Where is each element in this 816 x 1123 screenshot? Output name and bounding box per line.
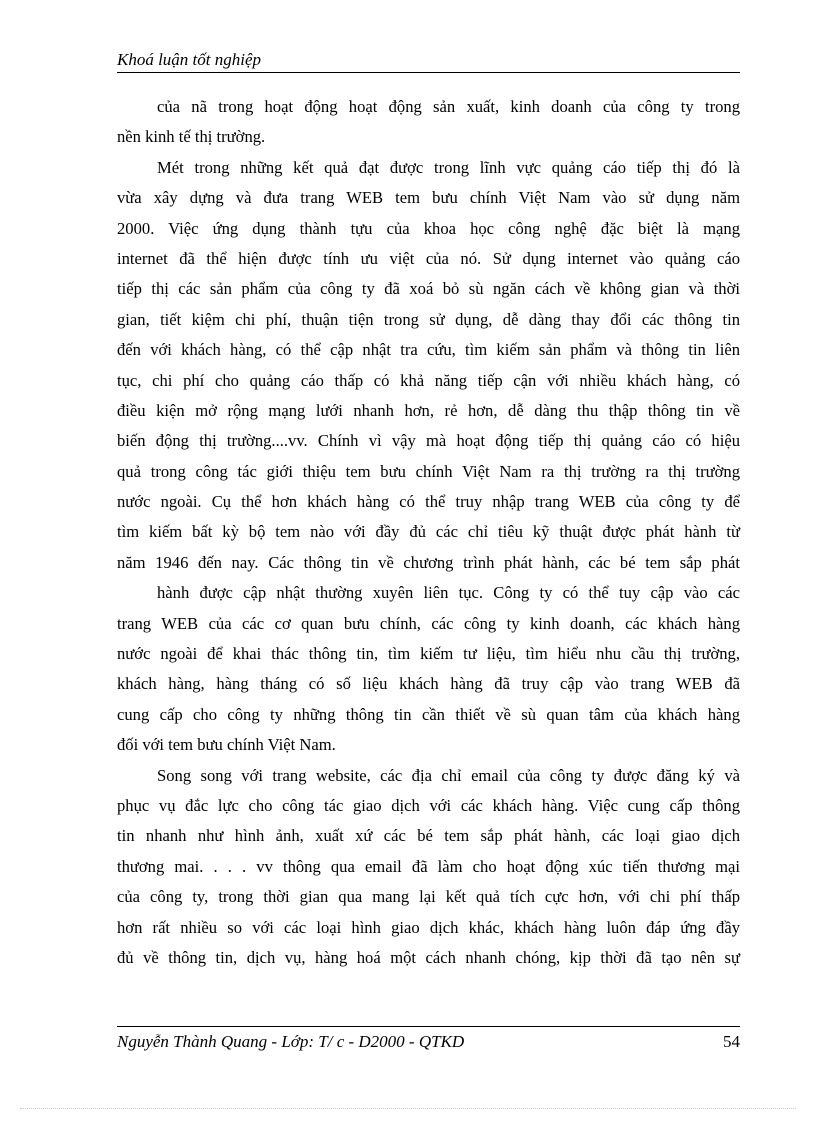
text-line: của nã trong hoạt động hoạt động sản xuất, kinh doanh của công ty trong: [157, 97, 740, 116]
header-title: Khoá luận tốt nghiệp: [117, 50, 262, 69]
document-body: [117, 92, 740, 973]
text-line: đến với khách hàng, có thể cập nhật tra cứu, tìm kiếm sản phẩm và thông tin liên: [117, 340, 740, 360]
text-line: 2000. Việc ứng dụng thành tựu của khoa học công nghệ đặc biệt là mạng: [117, 218, 740, 238]
text-line: năm 1946 đến nay. Các thông tin về chương trình phát hành, các bé tem sắp phát: [117, 552, 740, 572]
text-line: vừa xây dựng và đưa trang WEB tem bưu chính Việt Nam vào sử dụng năm: [117, 188, 740, 208]
text-line: biến động thị trường....vv. Chính vì vậy mà hoạt động tiếp thị quảng cáo có hiệu: [117, 431, 740, 451]
text-line: phục vụ đắc lực cho công tác giao dịch với các khách hàng. Việc cung cấp thông: [117, 795, 740, 815]
page-number: 54: [723, 1032, 740, 1051]
text-line: đủ về thông tin, dịch vụ, hàng hoá một cách nhanh chóng, kịp thời đã tạo nên sự: [117, 947, 740, 967]
text-line: trang WEB của các cơ quan bưu chính, các công ty kinh doanh, các khách hàng: [117, 613, 740, 633]
text-line: đối với tem bưu chính Việt Nam.: [117, 735, 336, 755]
text-line: quả trong công tác giới thiệu tem bưu chính Việt Nam ra thị trường ra thị trường: [117, 461, 740, 481]
text-line: tiếp thị các sản phẩm của công ty đã xoá bỏ sù ngăn cách về không gian và thời: [117, 279, 740, 299]
text-line: hành được cập nhật thường xuyên liên tục. Công ty có thể tuy cập vào các: [157, 583, 740, 603]
text-line: hơn rất nhiều so với các loại hình giao dịch khác, khách hàng luôn đáp ứng đầy: [117, 917, 740, 937]
text-line: tìm kiếm bất kỳ bộ tem nào với đầy đủ các chỉ tiêu kỹ thuật được phát hành từ: [117, 522, 740, 542]
text-line: tục, chi phí cho quảng cáo thấp có khả năng tiếp cận với nhiều khách hàng, có: [117, 370, 740, 390]
text-line: Mét trong những kết quả đạt được trong lĩnh vực quảng cáo tiếp thị đó là: [157, 157, 740, 177]
text-line: nền kinh tế thị trường.: [117, 127, 266, 147]
text-line: tin nhanh như hình ảnh, xuất xứ các bé tem sắp phát hành, các loại giao dịch: [117, 826, 740, 846]
text-line: cung cấp cho công ty những thông tin cần thiết về sù quan tâm của khách hàng: [117, 704, 740, 724]
page-footer: [117, 1026, 740, 1053]
text-line: nước ngoài để khai thác thông tin, tìm kiếm tư liệu, tìm hiểu nhu cầu thị trường,: [117, 644, 740, 664]
text-line: gian, tiết kiệm chi phí, thuận tiện trong sử dụng, dễ dàng thay đổi các thông tin: [117, 309, 740, 329]
text-line: khách hàng, hàng tháng có số liệu khách hàng đã truy cập vào trang WEB đã: [117, 674, 740, 694]
text-line: Song song với trang website, các địa chỉ email của công ty được đăng ký và: [157, 765, 740, 785]
page-header: [117, 50, 740, 73]
text-line: điều kiện mở rộng mạng lưới nhanh hơn, rẻ hơn, dễ dàng thu thập thông tin về: [117, 400, 740, 420]
page-bottom-divider: [20, 1108, 796, 1109]
footer-author: Nguyễn Thành Quang - Lớp: T/ c - D2000 - QTKD: [117, 1032, 465, 1051]
text-line: thương mai. . . . vv thông qua email đã làm cho hoạt động xúc tiến thương mại: [117, 856, 740, 876]
text-line: nước ngoài. Cụ thể hơn khách hàng có thể truy nhập trang WEB của công ty để: [117, 492, 740, 512]
text-line: của công ty, trong thời gian qua mang lại kết quả tích cực hơn, với chi phí thấp: [117, 887, 740, 907]
text-line: internet đã thể hiện được tính ưu việt của nó. Sử dụng internet vào quảng cáo: [117, 248, 740, 268]
